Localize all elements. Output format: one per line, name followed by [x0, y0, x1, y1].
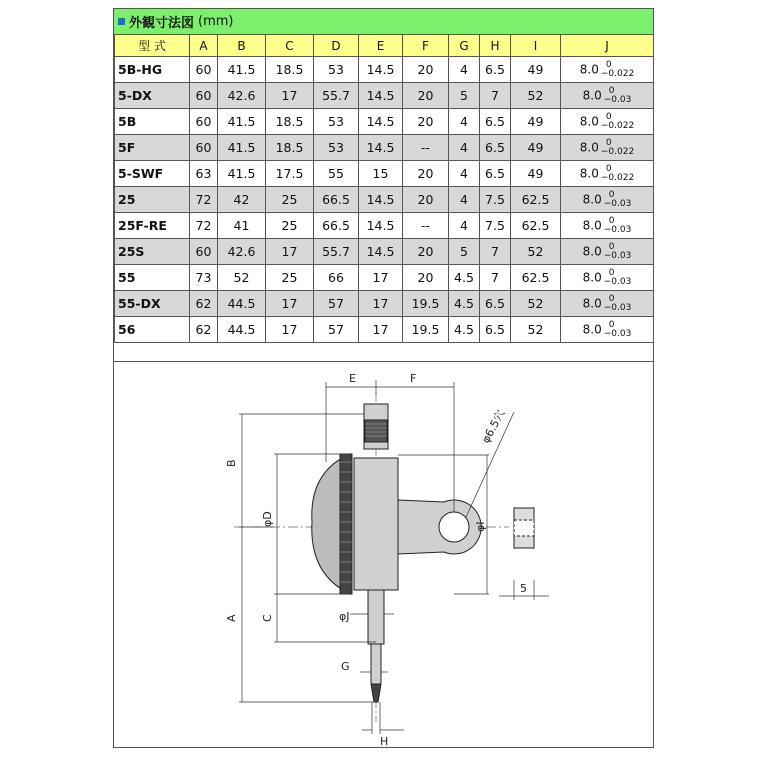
dimension-cell-j [561, 161, 654, 187]
j-tolerance [604, 87, 632, 105]
dimension-cell-f: 20 [403, 109, 449, 135]
model-cell: 5F [115, 135, 190, 161]
dimension-cell-h: 6.5 [480, 291, 511, 317]
dimension-cell-d: 55 [314, 161, 359, 187]
tolerance-upper: 0 [608, 189, 615, 200]
table-row [115, 135, 654, 161]
j-nominal: 8.0 [579, 140, 599, 154]
dimension-cell-c: 25 [266, 265, 314, 291]
dimension-cell-f: 20 [403, 57, 449, 83]
label-lug-width: 5 [520, 582, 527, 595]
tolerance-lower: −0.022 [600, 146, 635, 157]
dimension-cell-j [561, 265, 654, 291]
j-nominal: 8.0 [579, 62, 599, 76]
table-row [115, 57, 654, 83]
dimension-cell-a: 60 [190, 109, 218, 135]
dimension-cell-j [561, 213, 654, 239]
tolerance-lower: −0.022 [600, 120, 635, 131]
label-e: E [349, 372, 356, 385]
dimension-cell-d: 66 [314, 265, 359, 291]
dimension-cell-i: 62.5 [511, 213, 561, 239]
tolerance-upper: 0 [605, 59, 612, 70]
dimension-cell-c: 25 [266, 187, 314, 213]
dimension-cell-f: 20 [403, 265, 449, 291]
dimension-cell-d: 57 [314, 317, 359, 343]
dimension-cell-b: 41 [218, 213, 266, 239]
table-row [115, 187, 654, 213]
table-row [115, 109, 654, 135]
dimension-cell-i: 52 [511, 317, 561, 343]
j-tolerance [604, 217, 632, 235]
dimension-cell-i: 49 [511, 57, 561, 83]
tolerance-lower: −0.022 [600, 172, 635, 183]
tolerance-lower: −0.03 [603, 94, 632, 105]
dimension-cell-h: 7.5 [480, 187, 511, 213]
dimension-cell-h: 6.5 [480, 317, 511, 343]
model-cell: 55-DX [115, 291, 190, 317]
tolerance-upper: 0 [608, 267, 615, 278]
stem-sleeve [368, 590, 384, 644]
dial-gauge-drawing [114, 362, 653, 748]
dimension-cell-b: 52 [218, 265, 266, 291]
dimension-table [114, 34, 654, 343]
j-nominal: 8.0 [582, 192, 602, 206]
dimension-cell-c: 17 [266, 291, 314, 317]
column-header: H [480, 35, 511, 57]
j-nominal: 8.0 [582, 322, 602, 336]
dimension-cell-h: 7 [480, 265, 511, 291]
dimension-cell-g: 4.5 [449, 291, 480, 317]
table-row [115, 213, 654, 239]
dimension-cell-a: 62 [190, 291, 218, 317]
model-cell: 25 [115, 187, 190, 213]
tolerance-upper: 0 [608, 319, 615, 330]
label-a: A [225, 614, 238, 622]
table-row [115, 161, 654, 187]
column-header: 型 式 [115, 35, 190, 57]
column-header: E [359, 35, 403, 57]
j-tolerance [601, 113, 634, 131]
tolerance-lower: −0.03 [603, 276, 632, 287]
tolerance-lower: −0.03 [603, 302, 632, 313]
dimension-cell-h: 7 [480, 83, 511, 109]
dimension-cell-b: 41.5 [218, 109, 266, 135]
dimension-cell-j [561, 187, 654, 213]
dimension-cell-g: 4 [449, 187, 480, 213]
j-nominal: 8.0 [582, 218, 602, 232]
title-unit: (mm) [198, 14, 234, 29]
dimension-cell-h: 6.5 [480, 57, 511, 83]
tolerance-lower: −0.03 [603, 224, 632, 235]
dimension-cell-c: 18.5 [266, 57, 314, 83]
dimension-cell-j [561, 109, 654, 135]
dimension-cell-j [561, 135, 654, 161]
title-label: 外観寸法図 [129, 16, 195, 31]
dimension-cell-g: 5 [449, 239, 480, 265]
dimension-cell-i: 62.5 [511, 265, 561, 291]
tolerance-lower: −0.03 [603, 328, 632, 339]
dimension-cell-c: 17 [266, 317, 314, 343]
label-hole: φ6.5穴 [479, 407, 508, 446]
tolerance-upper: 0 [605, 137, 612, 148]
dimension-cell-h: 7.5 [480, 213, 511, 239]
j-nominal: 8.0 [579, 114, 599, 128]
dimension-cell-f: -- [403, 135, 449, 161]
dimension-cell-e: 14.5 [359, 135, 403, 161]
label-j: φJ [339, 610, 350, 623]
j-tolerance [601, 165, 634, 183]
dimension-cell-f: 20 [403, 187, 449, 213]
dimension-cell-c: 18.5 [266, 109, 314, 135]
j-tolerance [604, 295, 632, 313]
bullet-square-icon [118, 18, 125, 25]
table-row [115, 239, 654, 265]
column-header: J [561, 35, 654, 57]
dimension-cell-b: 44.5 [218, 291, 266, 317]
dimension-cell-g: 4.5 [449, 265, 480, 291]
column-header: D [314, 35, 359, 57]
dimension-cell-i: 52 [511, 239, 561, 265]
dimension-cell-b: 42.6 [218, 83, 266, 109]
dimension-cell-b: 41.5 [218, 161, 266, 187]
label-i: φI [474, 521, 487, 532]
dimension-cell-i: 49 [511, 135, 561, 161]
dimension-cell-c: 17 [266, 239, 314, 265]
column-header: B [218, 35, 266, 57]
j-nominal: 8.0 [582, 270, 602, 284]
lug-hole [439, 512, 469, 542]
tolerance-lower: −0.03 [603, 250, 632, 261]
dimension-cell-c: 25 [266, 213, 314, 239]
dimension-cell-e: 14.5 [359, 187, 403, 213]
dimension-cell-g: 4 [449, 135, 480, 161]
j-nominal: 8.0 [582, 244, 602, 258]
j-nominal: 8.0 [582, 296, 602, 310]
model-cell: 5B [115, 109, 190, 135]
dimension-cell-i: 49 [511, 161, 561, 187]
j-tolerance [604, 243, 632, 261]
dimension-cell-e: 17 [359, 265, 403, 291]
model-cell: 25S [115, 239, 190, 265]
dimension-cell-d: 66.5 [314, 187, 359, 213]
column-header: I [511, 35, 561, 57]
label-g: G [341, 660, 350, 673]
spindle [371, 644, 381, 684]
table-row [115, 291, 654, 317]
dimension-cell-f: 20 [403, 239, 449, 265]
dimension-cell-e: 14.5 [359, 83, 403, 109]
dimension-cell-g: 4 [449, 213, 480, 239]
gauge-body [354, 458, 398, 590]
dimension-cell-a: 60 [190, 57, 218, 83]
dimension-cell-j [561, 291, 654, 317]
tolerance-upper: 0 [608, 215, 615, 226]
dimension-cell-a: 60 [190, 83, 218, 109]
dimension-cell-d: 53 [314, 109, 359, 135]
dimension-cell-i: 52 [511, 83, 561, 109]
dimension-cell-h: 6.5 [480, 135, 511, 161]
dimension-cell-i: 49 [511, 109, 561, 135]
dimension-cell-j [561, 83, 654, 109]
dimension-cell-j [561, 57, 654, 83]
dimension-cell-a: 62 [190, 317, 218, 343]
dimension-cell-e: 17 [359, 291, 403, 317]
label-b: B [225, 459, 238, 467]
model-cell: 5-SWF [115, 161, 190, 187]
label-h: H [380, 735, 389, 748]
label-f: F [410, 372, 417, 385]
dimension-cell-j [561, 239, 654, 265]
column-header: F [403, 35, 449, 57]
dimension-cell-j [561, 317, 654, 343]
table-row [115, 265, 654, 291]
dimension-cell-h: 6.5 [480, 109, 511, 135]
dimension-cell-g: 4 [449, 109, 480, 135]
dimension-cell-a: 63 [190, 161, 218, 187]
dimension-cell-c: 18.5 [266, 135, 314, 161]
dimension-cell-g: 4.5 [449, 317, 480, 343]
dimension-cell-c: 17 [266, 83, 314, 109]
dimension-cell-d: 53 [314, 135, 359, 161]
dimension-cell-f: 19.5 [403, 317, 449, 343]
tolerance-upper: 0 [605, 111, 612, 122]
tolerance-upper: 0 [608, 241, 615, 252]
dimension-cell-e: 14.5 [359, 109, 403, 135]
tolerance-upper: 0 [605, 163, 612, 174]
dimension-cell-d: 55.7 [314, 239, 359, 265]
dimension-cell-a: 72 [190, 187, 218, 213]
dimension-cell-b: 42.6 [218, 239, 266, 265]
dimension-cell-f: 19.5 [403, 291, 449, 317]
dimension-cell-f: 20 [403, 161, 449, 187]
dimension-cell-b: 41.5 [218, 57, 266, 83]
tolerance-lower: −0.03 [603, 198, 632, 209]
j-tolerance [601, 61, 634, 79]
dimension-cell-a: 60 [190, 239, 218, 265]
dimension-cell-g: 4 [449, 57, 480, 83]
dimension-cell-d: 53 [314, 57, 359, 83]
dimension-cell-a: 60 [190, 135, 218, 161]
dimension-sheet [113, 8, 654, 748]
dimension-cell-b: 42 [218, 187, 266, 213]
outline-drawing [114, 361, 653, 748]
dimension-cell-d: 55.7 [314, 83, 359, 109]
knurled-rim [340, 454, 352, 594]
tolerance-upper: 0 [608, 293, 615, 304]
dimension-cell-f: 20 [403, 83, 449, 109]
j-nominal: 8.0 [582, 88, 602, 102]
dimension-cell-d: 66.5 [314, 213, 359, 239]
column-header: G [449, 35, 480, 57]
label-c: C [261, 614, 274, 622]
j-tolerance [604, 191, 632, 209]
j-tolerance [601, 139, 634, 157]
dimension-cell-b: 41.5 [218, 135, 266, 161]
model-cell: 5-DX [115, 83, 190, 109]
dimension-cell-g: 4 [449, 161, 480, 187]
model-cell: 56 [115, 317, 190, 343]
model-cell: 5B-HG [115, 57, 190, 83]
dimension-cell-e: 17 [359, 317, 403, 343]
column-header: A [190, 35, 218, 57]
title-bar [114, 9, 653, 35]
dimension-cell-c: 17.5 [266, 161, 314, 187]
dimension-cell-b: 44.5 [218, 317, 266, 343]
j-nominal: 8.0 [579, 166, 599, 180]
model-cell: 25F-RE [115, 213, 190, 239]
column-header: C [266, 35, 314, 57]
dimension-cell-e: 15 [359, 161, 403, 187]
dimension-cell-g: 5 [449, 83, 480, 109]
dimension-cell-d: 57 [314, 291, 359, 317]
dimension-cell-f: -- [403, 213, 449, 239]
table-row [115, 317, 654, 343]
dimension-cell-i: 52 [511, 291, 561, 317]
j-tolerance [604, 321, 632, 339]
knurl-cap [365, 420, 387, 442]
j-tolerance [604, 269, 632, 287]
dimension-cell-h: 6.5 [480, 161, 511, 187]
contact-point [371, 684, 381, 702]
dimension-cell-a: 73 [190, 265, 218, 291]
dimension-cell-e: 14.5 [359, 239, 403, 265]
dimension-cell-h: 7 [480, 239, 511, 265]
table-row [115, 83, 654, 109]
tolerance-upper: 0 [608, 85, 615, 96]
dimension-cell-e: 14.5 [359, 57, 403, 83]
tolerance-lower: −0.022 [600, 68, 635, 79]
label-d: φD [261, 511, 274, 527]
dimension-cell-e: 14.5 [359, 213, 403, 239]
model-cell: 55 [115, 265, 190, 291]
dimension-cell-a: 72 [190, 213, 218, 239]
dimension-cell-i: 62.5 [511, 187, 561, 213]
table-header-row [115, 35, 654, 57]
